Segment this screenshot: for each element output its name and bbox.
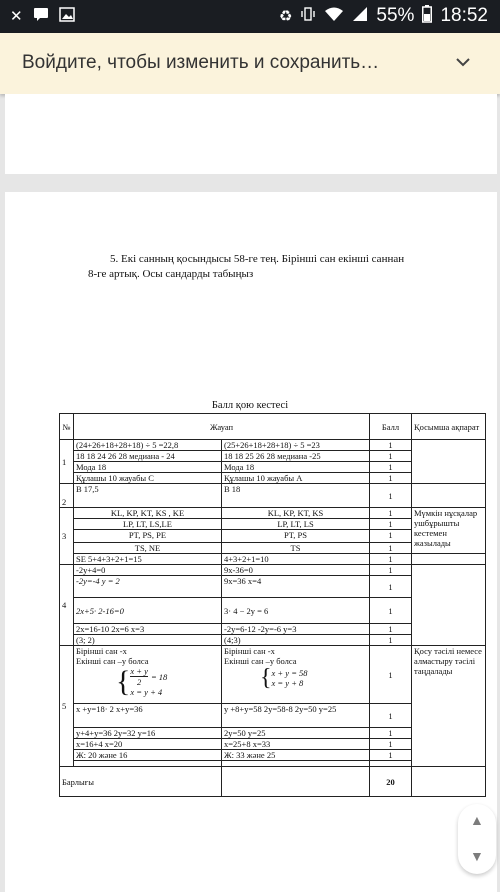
total-label: Барлығы (60, 767, 222, 797)
answer-cell: -2y+4=0 (74, 565, 222, 576)
answer-cell: 2x+5· 2-16=0 (74, 598, 222, 624)
fraction-denominator: 2 (137, 677, 142, 687)
score-cell: 1 (370, 635, 412, 646)
score-cell: 1 (370, 440, 412, 451)
score-cell: 1 (370, 565, 412, 576)
answer-line: Бірінші сан -х (76, 646, 127, 656)
answer-cell: TS (222, 543, 370, 554)
answer-cell: Мода 18 (74, 462, 222, 473)
answer-cell: 2y=50 y=25 (222, 728, 370, 739)
notes-cell: Қосу тәсілі немесе алмастыру тәсілі таңдалады (412, 646, 486, 767)
equation-system (260, 666, 367, 690)
clock: 18:52 (440, 5, 488, 26)
banner-title: Войдите, чтобы изменить и сохранить… (22, 52, 380, 73)
message-icon (33, 7, 49, 26)
task-text (88, 252, 440, 282)
answer-cell: -2y=6-12 -2y=-6 y=3 (222, 624, 370, 635)
task-line-1: 5. Екі санның қосындысы 58-ге тең. Бірінші сан екінші саннан (110, 253, 405, 265)
answer-cell: 4+3+2+1=10 (222, 554, 370, 565)
row-number: 2 (60, 484, 74, 508)
notes-cell (412, 767, 486, 797)
answer-cell: 18 18 25 26 28 медиана -25 (222, 451, 370, 462)
equation-lines (272, 668, 308, 688)
equation-1: x + y = 58 (271, 668, 308, 678)
answer-cell: PT, PS, PE (74, 530, 222, 543)
answer-cell: 18 18 24 26 28 медиана - 24 (74, 451, 222, 462)
equation-2: x = y + 8 (271, 678, 304, 688)
table-row (60, 565, 486, 576)
score-cell: 1 (370, 484, 412, 508)
answer-cell: (24+26+18+28+18) ÷ 5 =22,8 (74, 440, 222, 451)
answer-cell: y+4+y=36 2y=32 y=16 (74, 728, 222, 739)
score-cell: 1 (370, 728, 412, 739)
answer-cell: В 18 (222, 484, 370, 508)
arrow-up-icon[interactable]: ▲ (470, 812, 484, 828)
system-status (279, 5, 488, 27)
answer-cell: 9x-36=0 (222, 565, 370, 576)
signal-icon (352, 6, 368, 26)
row-number: 3 (60, 508, 74, 565)
row-number: 5 (60, 646, 74, 767)
chevron-down-icon[interactable] (454, 53, 472, 76)
answer-line: Екінші сан –у болса (224, 656, 297, 666)
notification-icons (10, 7, 75, 26)
score-cell: 1 (370, 473, 412, 484)
answer-cell: Мода 18 (222, 462, 370, 473)
table-row (60, 484, 486, 508)
score-cell: 1 (370, 704, 412, 728)
score-cell: 1 (370, 576, 412, 598)
equation-1 (130, 666, 167, 687)
x-icon: ✕ (10, 8, 23, 25)
answer-cell: Ж: 33 және 25 (222, 750, 370, 761)
notes-cell (412, 565, 486, 646)
notes-cell (412, 440, 486, 484)
answer-cell: y +8+y=58 2y=58-8 2y=50 y=25 (222, 704, 370, 728)
answer-line: Бірінші сан -х (224, 646, 275, 656)
answer-cell: LP, LT, LS (222, 519, 370, 530)
table-title: Балл қою кестесі (211, 400, 289, 411)
sign-in-banner[interactable] (0, 33, 500, 94)
score-cell: 1 (370, 462, 412, 473)
arrow-down-icon[interactable]: ▼ (470, 848, 484, 864)
battery-percent: 55% (376, 5, 415, 26)
answer-cell: (4;3) (222, 635, 370, 646)
equation-rhs: = 18 (150, 671, 168, 682)
status-bar (0, 0, 500, 33)
notes-cell (412, 484, 486, 508)
answer-cell (222, 646, 370, 704)
answer-cell: SE 5+4+3+2+1=15 (74, 554, 222, 565)
notes-cell (412, 554, 486, 565)
answer-cell: 3· 4 − 2y = 6 (222, 598, 370, 624)
score-cell: 1 (370, 530, 412, 543)
answer-cell: В 17,5 (74, 484, 222, 508)
table-row (60, 554, 486, 565)
battery-icon (422, 5, 432, 27)
recycle-icon: ♻ (278, 8, 293, 25)
document-page-previous (5, 94, 497, 174)
score-cell: 1 (370, 508, 412, 519)
header-number: № (60, 414, 74, 440)
answer-cell: x +y=18· 2 x+y=36 (74, 704, 222, 728)
answer-cell (74, 646, 222, 704)
fraction-numerator: x + y (130, 666, 148, 676)
table-row (60, 440, 486, 451)
header-answer: Жауап (74, 414, 370, 440)
answer-cell: Құлашы 10 жауабы С (74, 473, 222, 484)
answer-cell (222, 767, 370, 797)
brace: { (116, 664, 131, 698)
header-notes: Қосымша ақпарат (412, 414, 486, 440)
fraction (130, 666, 148, 687)
score-cell: 1 (370, 543, 412, 554)
answer-cell: KL, KP, KT, KS (222, 508, 370, 519)
grading-table (59, 413, 486, 797)
brace: { (260, 665, 272, 691)
equation-2: x = y + 4 (130, 687, 163, 697)
answer-cell: Ж: 20 және 16 (74, 750, 222, 761)
answer-cell: 9x=36 x=4 (222, 576, 370, 598)
table-row (60, 646, 486, 704)
image-icon (59, 7, 75, 26)
answer-cell: PT, PS (222, 530, 370, 543)
equation-system (116, 666, 219, 697)
score-cell: 1 (370, 739, 412, 750)
table-row (60, 508, 486, 519)
header-score: Балл (370, 414, 412, 440)
row-number: 4 (60, 565, 74, 646)
answer-cell: LP, LT, LS,LE (74, 519, 222, 530)
score-cell: 1 (370, 598, 412, 624)
total-row (60, 767, 486, 797)
table-header-row (60, 414, 486, 440)
wifi-icon (324, 6, 344, 26)
answer-cell: 2x=16-10 2x=6 x=3 (74, 624, 222, 635)
answer-cell: x=25+8 x=33 (222, 739, 370, 750)
answer-cell: -2y=-4 y = 2 (74, 576, 222, 598)
vibrate-icon (300, 6, 316, 26)
answer-cell: Құлашы 10 жауабы А (222, 473, 370, 484)
score-cell: 1 (370, 519, 412, 530)
equation-lines (130, 666, 167, 697)
score-cell: 1 (370, 554, 412, 565)
answer-cell: x=16+4 x=20 (74, 739, 222, 750)
score-cell: 1 (370, 451, 412, 462)
total-value: 20 (370, 767, 412, 797)
answer-line: Екінші сан –у болса (76, 656, 149, 666)
task-line-2: 8-ге артық. Осы сандарды табыңыз (88, 268, 254, 280)
answer-cell: KL, KP, KT, KS , KE (74, 508, 222, 519)
page-navigation-button[interactable] (458, 804, 496, 874)
score-cell: 1 (370, 624, 412, 635)
answer-cell: (25+26+18+28+18) ÷ 5 =23 (222, 440, 370, 451)
answer-cell: TS, NE (74, 543, 222, 554)
score-cell: 1 (370, 750, 412, 761)
score-cell: 1 (370, 646, 412, 704)
row-number: 1 (60, 440, 74, 484)
answer-cell: (3; 2) (74, 635, 222, 646)
notes-cell: Мүмкін нұсқалар ушбұрышты кестемен жазылады (412, 508, 486, 554)
